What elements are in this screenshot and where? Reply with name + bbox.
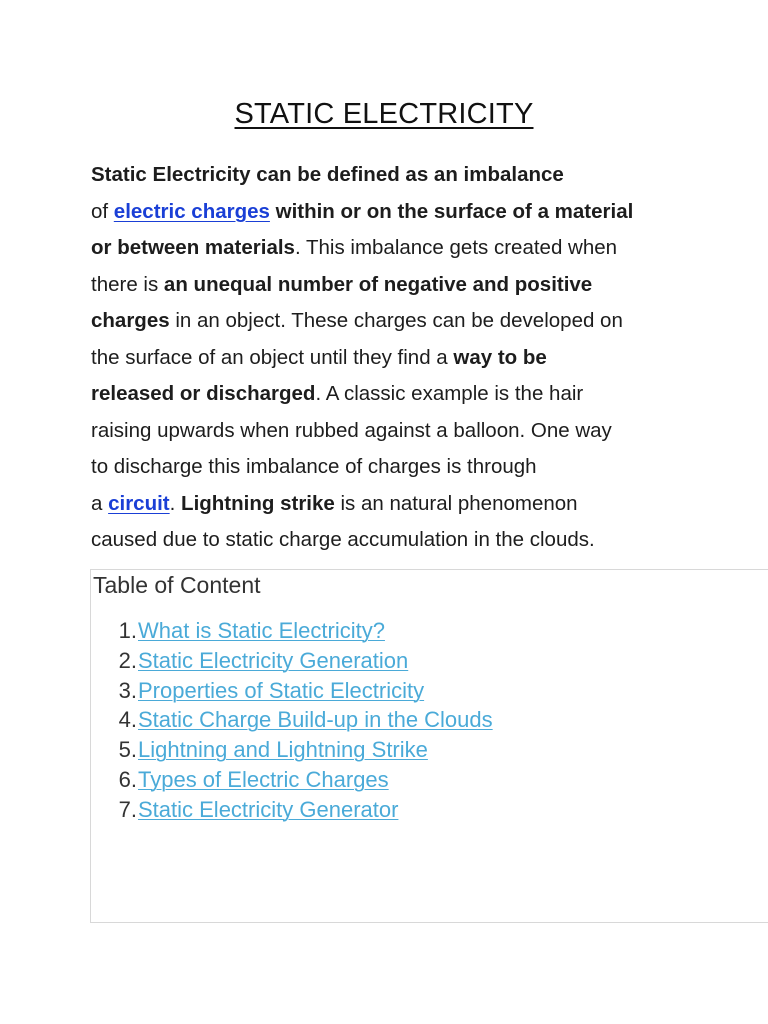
text-run: . <box>169 491 182 515</box>
text-run: raising upwards when rubbed against a balloon. One way <box>91 418 612 442</box>
toc-number: 1. <box>118 618 137 643</box>
bold-text: or between materials <box>91 236 295 259</box>
bold-text: way to be <box>453 345 547 369</box>
text-run: caused due to static charge accumulation in the clouds. <box>91 528 595 551</box>
toc-link-types-of-charges[interactable]: Types of Electric Charges <box>138 766 389 792</box>
text-run: is an natural phenomenon <box>334 491 578 515</box>
bold-text: Lightning strike <box>181 491 335 515</box>
toc-number: 3. <box>118 677 137 703</box>
toc-number: 6. <box>118 766 137 792</box>
paragraph-line <box>91 194 691 231</box>
toc-item <box>91 618 493 648</box>
toc-link-charge-build-up[interactable]: Static Charge Build-up in the Clouds <box>138 707 493 733</box>
text-run: . A classic example is the hair <box>315 382 584 405</box>
toc-item <box>91 797 493 827</box>
paragraph-line <box>91 522 691 559</box>
text-run: in an object. These charges can be developed on <box>169 309 623 332</box>
toc-link-properties[interactable]: Properties of Static Electricity <box>138 677 425 703</box>
bold-text: an unequal number of negative and positive <box>163 272 593 296</box>
electric-charges-link[interactable]: electric charges <box>113 199 270 223</box>
toc-number: 7. <box>118 796 137 822</box>
paragraph-line <box>91 340 691 377</box>
paragraph-line <box>91 157 691 194</box>
text-run: there is <box>91 272 164 296</box>
toc-item <box>91 737 493 767</box>
paragraph-line <box>91 486 691 523</box>
toc-link-generator[interactable]: Static Electricity Generator <box>138 796 399 822</box>
paragraph-line <box>91 230 691 267</box>
toc-heading: Table of Content <box>93 572 261 598</box>
bold-text: within or on the surface of a material <box>269 199 634 223</box>
paragraph-line <box>91 413 691 450</box>
toc-link-what-is-static-electricity[interactable]: What is Static Electricity? <box>138 618 385 643</box>
toc-item <box>91 707 493 737</box>
bold-text: charges <box>91 309 170 332</box>
toc-link-lightning[interactable]: Lightning and Lightning Strike <box>138 737 428 763</box>
toc-number: 5. <box>118 737 137 763</box>
toc-item <box>91 678 493 708</box>
table-of-content <box>90 569 768 923</box>
text-run: to discharge this imbalance of charges is through <box>91 455 537 478</box>
toc-link-static-electricity-generation[interactable]: Static Electricity Generation <box>138 647 409 673</box>
toc-item <box>91 767 493 797</box>
page-title: STATIC ELECTRICITY <box>234 98 534 130</box>
toc-list <box>91 618 493 827</box>
bold-text: Static Electricity can be defined as an imbalance <box>91 163 564 186</box>
toc-number: 2. <box>118 647 137 673</box>
paragraph-line <box>91 449 691 486</box>
intro-paragraph <box>91 157 691 559</box>
text-run: . This imbalance gets created when <box>294 236 618 259</box>
paragraph-line <box>91 303 691 340</box>
circuit-link[interactable]: circuit <box>108 491 170 515</box>
text-run: the surface of an object until they find a <box>91 345 454 369</box>
toc-item <box>91 648 493 678</box>
paragraph-line <box>91 267 691 304</box>
toc-number: 4. <box>118 707 137 733</box>
paragraph-line <box>91 376 691 413</box>
text-run: of <box>91 199 114 223</box>
bold-text: released or discharged <box>91 382 316 405</box>
text-run: a <box>91 491 109 515</box>
